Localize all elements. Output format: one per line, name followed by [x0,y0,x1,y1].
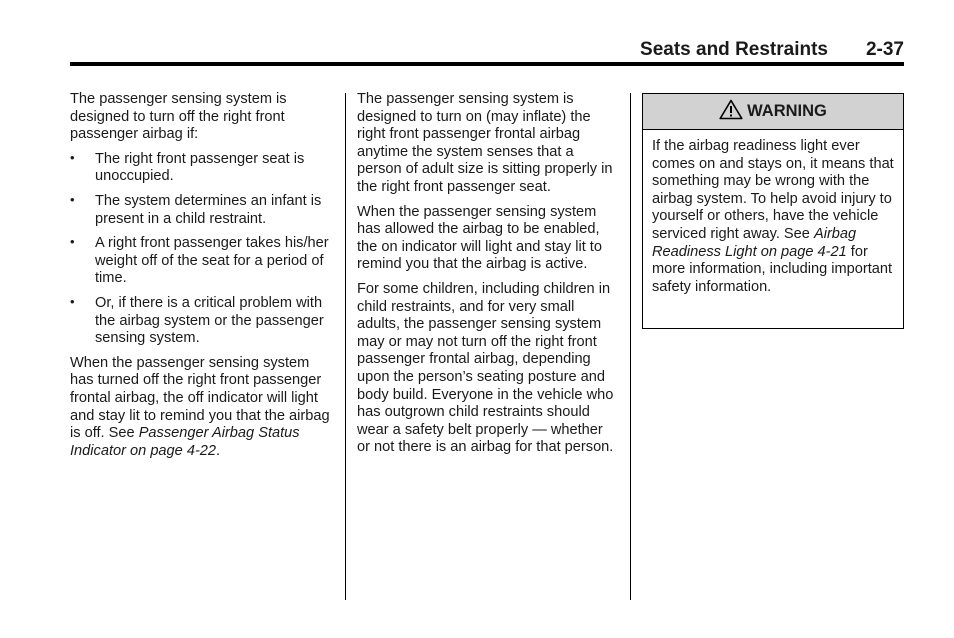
bullet-icon: • [70,293,75,309]
column-1 [70,91,332,467]
cross-reference-link[interactable]: Airbag Readiness Light on page 4‑21 [652,225,857,260]
list-item: • Or, if there is a critical problem with the airbag system or the passenger sensing system. [70,293,324,347]
list-item: • The system determines an infant is present in a child restraint. [70,191,322,227]
conditions-list [70,151,332,348]
header-rule [70,62,904,66]
children-paragraph: For some children, including children in child restraints, and for very small adults, the passenger sensing system may or may not turn off the right front passenger frontal airbag, depending upon the person’s seating posture and body build. Everyone in the vehicle who has outgrown child restraints should wear a safety belt properly — whether or not there is an airbag for that person. [357,280,614,456]
warning-triangle-icon [719,99,743,120]
page-number: 2-37 [865,39,904,60]
intro-paragraph: The passenger sensing system is designed to turn off the right front passenger airbag if: [70,91,287,143]
section-title: Seats and Restraints [640,39,828,60]
warning-header [643,94,903,130]
warning-label: WARNING [747,102,827,120]
column-2 [357,91,619,464]
column-divider [345,93,346,600]
cross-reference-link[interactable]: Passenger Airbag Status Indicator on page 4‑22 [70,425,300,459]
list-item: • The right front passenger seat is unoccupied. [70,149,305,185]
list-item: • A right front passenger takes his/her weight off of the seat for a period of time. [70,234,329,287]
column-divider [630,93,631,600]
bullet-icon: • [70,234,75,250]
bullet-icon: • [70,191,75,207]
warning-text: If the airbag readiness light ever comes on and stays on, it means that something may be wrong with the airbag system. To help avoid injury to yourself or others, have the vehicle serviced right away. See Airbag Readiness Light on page 4‑21 for more information, including important safety information. [652,138,894,295]
turn-on-paragraph: The passenger sensing system is designed to turn on (may inflate) the right front passenger frontal airbag anytime the system senses that a person of adult size is sitting properly in the right front passenger seat. [357,91,613,195]
warning-box [642,93,904,329]
bullet-icon: • [70,149,75,165]
off-indicator-paragraph: When the passenger sensing system has turned off the right front passenger frontal airbag, the off indicator will light and stay lit to remind you that the airbag is off. See Passenger Airbag Status Indicator on page 4‑22. [70,354,330,459]
on-indicator-paragraph: When the passenger sensing system has allowed the airbag to be enabled, the on indicator will light and stay lit to remind you that the airbag is active. [357,203,602,273]
